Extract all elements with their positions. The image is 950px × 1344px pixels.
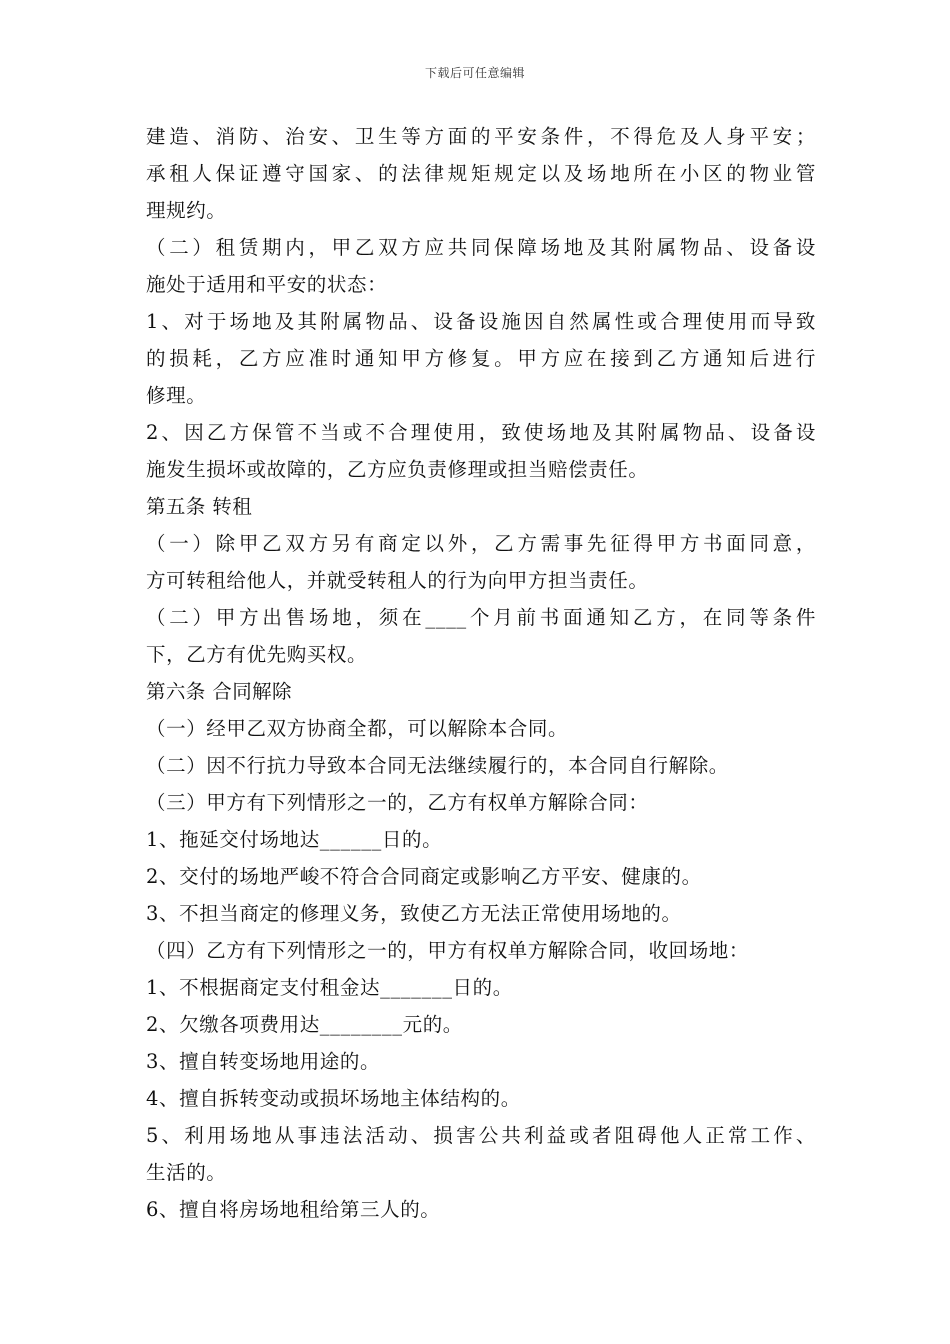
text-line: 方可转租给他人，并就受转租人的行为向甲方担当责任。 — [146, 569, 649, 592]
section-heading-5: 第五条 转租 — [146, 495, 253, 518]
text-line: 建造、消防、治安、卫生等方面的平安条件，不得危及人身平安； — [146, 125, 816, 148]
text-line: （一）除甲乙双方另有商定以外，乙方需事先征得甲方书面同意， — [146, 532, 816, 555]
page-header: 下载后可任意编辑 — [424, 66, 525, 80]
text-line: 生活的。 — [146, 1161, 227, 1184]
text-line: 承租人保证遵守国家、的法律规矩规定以及场地所在小区的物业管 — [146, 162, 816, 185]
text-line: 4、擅自拆转变动或损坏场地主体结构的。 — [146, 1087, 521, 1110]
text-line: 2、交付的场地严峻不符合合同商定或影响乙方平安、健康的。 — [146, 865, 702, 888]
text-line: 5、利用场地从事违法活动、损害公共利益或者阻碍他人正常工作、 — [146, 1124, 816, 1147]
text-line: 1、对于场地及其附属物品、设备设施因自然属性或合理使用而导致 — [146, 310, 816, 333]
text-line: （二）甲方出售场地，须在____个月前书面通知乙方，在同等条件 — [146, 606, 816, 629]
text-line: 理规约。 — [146, 199, 227, 222]
text-line: 2、欠缴各项费用达________元的。 — [146, 1013, 463, 1036]
section-heading-6: 第六条 合同解除 — [146, 680, 292, 703]
text-line: 6、擅自将房场地租给第三人的。 — [146, 1198, 441, 1221]
text-line: 的损耗，乙方应准时通知甲方修复。甲方应在接到乙方通知后进行 — [146, 347, 816, 370]
text-line: 1、不根据商定支付租金达_______日的。 — [146, 976, 513, 999]
text-line: （三）甲方有下列情形之一的，乙方有权单方解除合同： — [146, 791, 649, 814]
document-body — [146, 118, 816, 1228]
text-line: （一）经甲乙双方协商全都，可以解除本合同。 — [146, 717, 569, 740]
text-line: （二）因不行抗力导致本合同无法继续履行的，本合同自行解除。 — [146, 754, 729, 777]
text-line: （二）租赁期内，甲乙双方应共同保障场地及其附属物品、设备设 — [146, 236, 816, 259]
text-line: 1、拖延交付场地达______日的。 — [146, 828, 443, 851]
text-line: 2、因乙方保管不当或不合理使用，致使场地及其附属物品、设备设 — [146, 421, 816, 444]
text-line: 施发生损坏或故障的，乙方应负责修理或担当赔偿责任。 — [146, 458, 649, 481]
text-line: 修理。 — [146, 384, 207, 407]
text-line: 3、擅自转变场地用途的。 — [146, 1050, 381, 1073]
text-line: 施处于适用和平安的状态： — [146, 273, 388, 296]
text-line: 下，乙方有优先购买权。 — [146, 643, 368, 666]
text-line: （四）乙方有下列情形之一的，甲方有权单方解除合同，收回场地： — [146, 939, 750, 962]
text-line: 3、不担当商定的修理义务，致使乙方无法正常使用场地的。 — [146, 902, 682, 925]
